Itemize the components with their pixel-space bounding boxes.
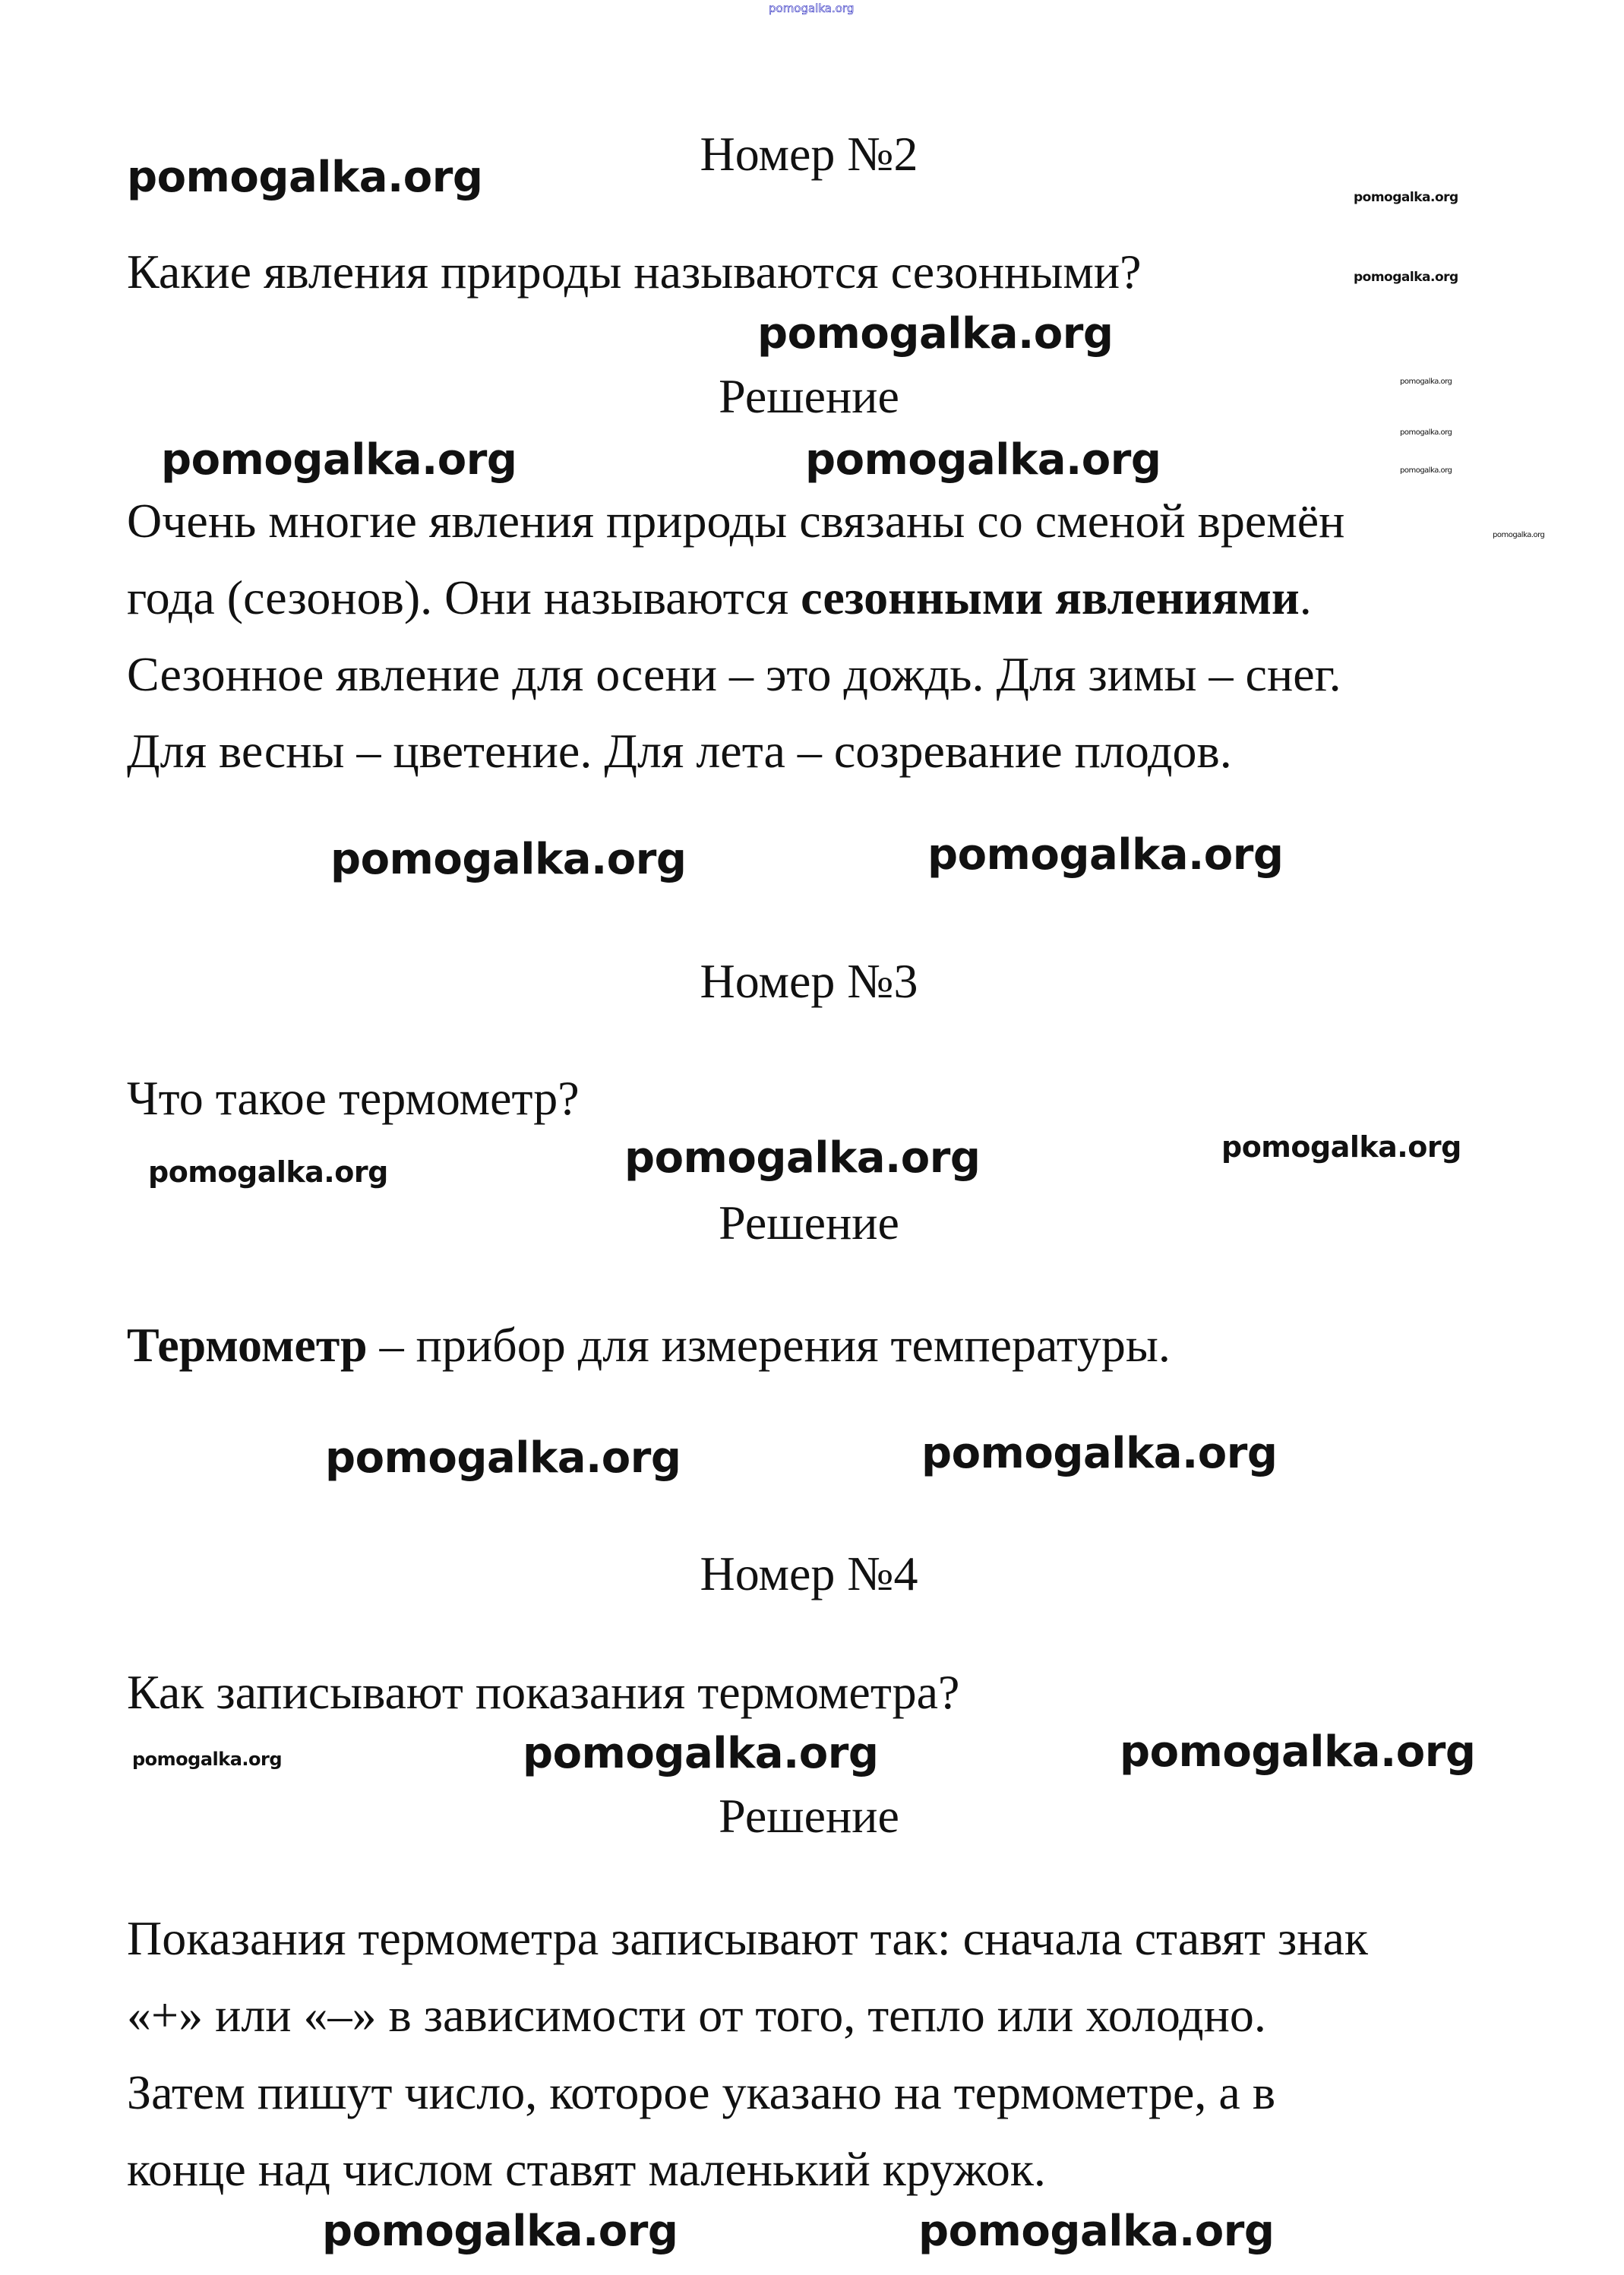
solution-label: Решение	[719, 1789, 899, 1843]
bold-term: Термометр	[127, 1318, 368, 1372]
watermark: pomogalka.org	[918, 2207, 1275, 2256]
watermark: pomogalka.org	[161, 435, 517, 485]
answer-text: .	[1299, 570, 1312, 624]
answer-line	[127, 1316, 1171, 1374]
answer-text: Показания термометра записывают так: сначала ставят знак	[127, 1911, 1368, 1965]
watermark: pomogalka.org	[132, 1749, 283, 1770]
answer-text: Сезонное явление для осени – это дождь. Для зимы – снег.	[127, 647, 1341, 701]
answer-text: «+» или «–» в зависимости от того, тепло или холодно.	[127, 1988, 1266, 2042]
answer-line	[127, 722, 1232, 780]
answer-text: Очень многие явления природы связаны со сменой времён	[127, 494, 1345, 548]
answer-line	[127, 2141, 1046, 2198]
answer-line	[127, 569, 1312, 627]
section-heading: Номер №3	[700, 954, 918, 1008]
answer-text: – прибор для измерения температуры.	[367, 1318, 1171, 1372]
watermark: pomogalka.org	[1354, 270, 1458, 285]
watermark: pomogalka.org	[330, 835, 687, 884]
watermark: pomogalka.org	[127, 153, 483, 202]
question: Как записывают показания термометра?	[127, 1665, 960, 1719]
watermark: pomogalka.org	[1221, 1130, 1461, 1164]
watermark: pomogalka.org	[1120, 1727, 1476, 1777]
section-heading: Номер №2	[700, 127, 918, 181]
answer-line	[127, 2064, 1275, 2122]
watermark: pomogalka.org	[805, 435, 1161, 485]
watermark: pomogalka.org	[322, 2207, 678, 2256]
answer-line	[127, 1986, 1266, 2044]
watermark: pomogalka.org	[1400, 428, 1452, 437]
watermark: pomogalka.org	[757, 309, 1114, 359]
answer-line	[127, 646, 1341, 703]
answer-text: Затем пишут число, которое указано на термометре, а в	[127, 2065, 1276, 2119]
watermark: pomogalka.org	[927, 830, 1284, 880]
solution-label: Решение	[719, 1196, 899, 1250]
answer-text: года (сезонов). Они называются	[127, 570, 801, 624]
watermark: pomogalka.org	[1354, 190, 1458, 205]
watermark: pomogalka.org	[1400, 378, 1452, 386]
header-watermark: pomogalka.org	[769, 2, 855, 15]
section-heading: Номер №4	[700, 1547, 918, 1600]
answer-line	[127, 492, 1344, 550]
watermark: pomogalka.org	[325, 1433, 681, 1483]
watermark: pomogalka.org	[1400, 466, 1452, 475]
bold-term: сезонными явлениями	[801, 570, 1300, 624]
answer-text: Для весны – цветение. Для лета – созревание плодов.	[127, 724, 1232, 778]
answer-line	[127, 1910, 1368, 1967]
solution-label: Решение	[719, 369, 899, 423]
watermark: pomogalka.org	[624, 1133, 981, 1183]
question: Какие явления природы называются сезонными?	[127, 245, 1142, 299]
watermark: pomogalka.org	[1493, 531, 1545, 539]
question: Что такое термометр?	[127, 1071, 580, 1125]
watermark: pomogalka.org	[523, 1729, 879, 1778]
watermark: pomogalka.org	[921, 1429, 1278, 1478]
answer-text: конце над числом ставят маленький кружок.	[127, 2142, 1046, 2196]
watermark: pomogalka.org	[148, 1155, 388, 1189]
